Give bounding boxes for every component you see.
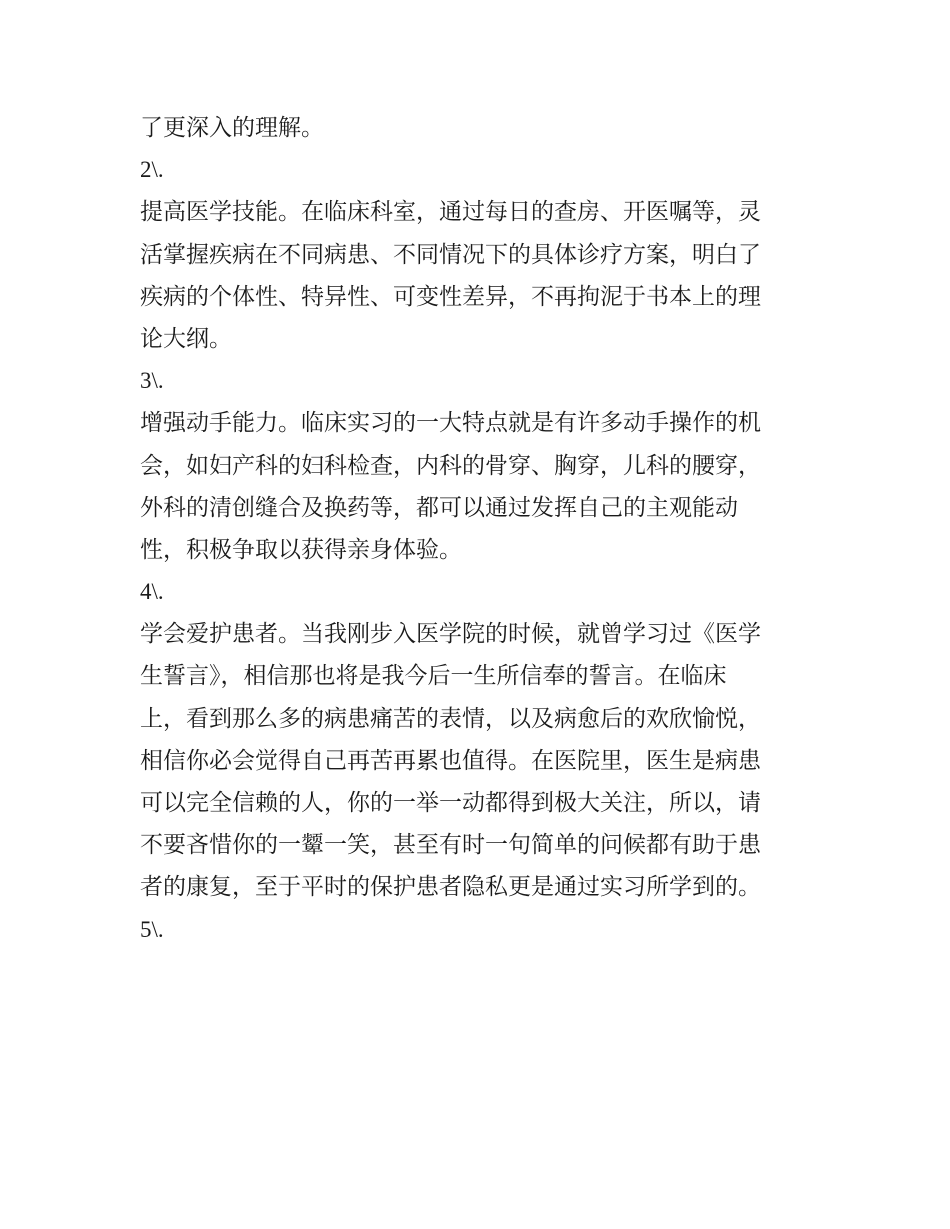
text-line: 性，积极争取以获得亲身体验。 (140, 536, 462, 563)
text-line: 可以完全信赖的人，你的一举一动都得到极大关注，所以，请 (140, 790, 761, 816)
text-line: 会，如妇产科的妇科检查，内科的骨穿、胸穿，儿科的腰穿， (140, 452, 761, 479)
list-number: 5\. (140, 916, 164, 942)
text-line: 相信你必会觉得自己再苦再累也值得。在医院里，医生是病患 (140, 747, 761, 774)
body-text (140, 107, 820, 951)
text-line: 者的康复，至于平时的保护患者隐私更是通过实习所学到的。 (140, 874, 761, 901)
text-line: 上，看到那么多的病患痛苦的表情，以及病愈后的欢欣愉悦， (140, 705, 761, 732)
list-number: 3\. (140, 368, 164, 394)
text-line: 增强动手能力。临床实习的一大特点就是有许多动手操作的机 (140, 410, 761, 437)
list-number: 4\. (140, 579, 164, 605)
text-line: 疾病的个体性、特异性、可变性差异，不再拘泥于书本上的理 (140, 283, 761, 310)
text-line: 活掌握疾病在不同病患、不同情况下的具体诊疗方案，明白了 (140, 241, 761, 268)
text-line: 生誓言》，相信那也将是我今后一生所信奉的誓言。在临床 (140, 663, 727, 690)
list-number: 2\. (140, 157, 164, 183)
text-line: 提高医学技能。在临床科室，通过每日的查房、开医嘱等，灵 (140, 199, 761, 226)
text-line: 论大纲。 (140, 325, 232, 352)
text-line: 外科的清创缝合及换药等，都可以通过发挥自己的主观能动 (140, 494, 738, 521)
text-line: 不要吝惜你的一颦一笑，甚至有时一句简单的问候都有助于患 (140, 832, 761, 859)
text-line: 了更深入的理解。 (140, 115, 324, 141)
text-line: 学会爱护患者。当我刚步入医学院的时候，就曾学习过《医学 (140, 621, 761, 648)
